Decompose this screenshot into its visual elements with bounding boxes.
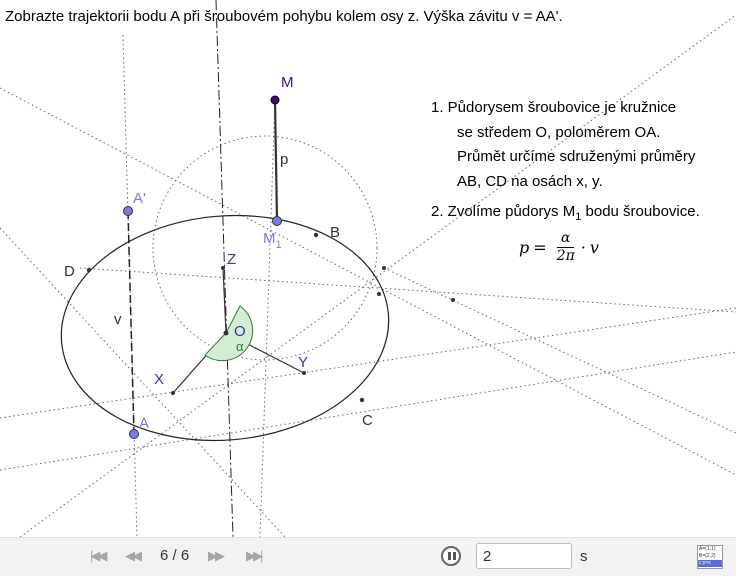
construction-line-1 — [0, 228, 285, 537]
label-v: v — [114, 311, 122, 328]
construction-line-5 — [384, 268, 736, 433]
construction-notes — [431, 96, 700, 230]
label-X: X — [154, 371, 165, 388]
label-Z: Z — [227, 251, 237, 268]
navigation-toolbar — [0, 537, 736, 576]
formula-rhs: v — [589, 238, 599, 257]
point-Z[interactable] — [221, 266, 225, 270]
construction-line-7 — [260, 100, 275, 537]
axis-x-line — [0, 308, 736, 418]
point-A-prime[interactable] — [124, 207, 133, 216]
formula-p: p = $\frac{\alpha}{2\pi}$ · v — [519, 230, 599, 264]
note-step1-line3: Průmět určíme sdruženými průměry — [457, 148, 696, 165]
label-O: O — [234, 323, 246, 340]
skip-to-start-icon[interactable]: |◀◀ — [90, 548, 105, 563]
algebra-view-icon[interactable]: A=(1,1) B=(2,2) c:y=x — [697, 545, 723, 569]
point-O[interactable] — [224, 331, 229, 336]
label-M: M — [281, 74, 294, 91]
aux-point-1 — [382, 266, 386, 270]
step-forward-icon[interactable]: ▶▶ — [208, 548, 222, 563]
note-step1-line2: se středem O, poloměrem OA. — [457, 123, 661, 141]
label-D: D — [64, 263, 75, 280]
label-A: A — [139, 415, 150, 432]
label-C: C — [362, 412, 373, 429]
aux-point-2 — [377, 292, 381, 296]
label-alpha: α — [236, 339, 244, 354]
label-Y: Y — [298, 354, 309, 371]
point-B[interactable] — [314, 233, 318, 237]
formula-lhs: p — [519, 238, 530, 257]
construction-line-2 — [0, 352, 736, 470]
pause-button[interactable] — [441, 546, 461, 566]
speed-input[interactable] — [476, 543, 572, 569]
step-counter: 6 / 6 — [160, 547, 190, 564]
construction-line-4 — [20, 15, 736, 537]
note-step1-line4: AB, CD na osách x, y. — [457, 172, 603, 190]
point-C[interactable] — [360, 398, 364, 402]
dotted-circle — [153, 136, 377, 360]
point-M[interactable] — [271, 96, 279, 104]
formula-fraction: $\frac{\alpha}{2\pi}$ — [556, 230, 575, 264]
label-p: p — [280, 151, 289, 168]
point-D[interactable] — [87, 268, 91, 272]
skip-to-end-icon[interactable]: ▶▶| — [246, 548, 261, 563]
point-X[interactable] — [171, 391, 175, 395]
step-back-icon[interactable]: ◀◀ — [125, 548, 139, 563]
segment-p — [275, 100, 277, 221]
note-step1-line1: 1. Půdorysem šroubovice je kružnice — [431, 99, 677, 116]
label-M1: $M_1$ — [263, 230, 282, 251]
note-step2: 2. Zvolíme půdorys $M_1$ bodu šroubovice. — [431, 203, 700, 223]
construction-line-3 — [80, 268, 736, 312]
label-A-prime: A' — [133, 190, 146, 207]
label-B: B — [330, 224, 341, 241]
point-Y[interactable] — [302, 371, 306, 375]
point-A[interactable] — [130, 430, 139, 439]
point-M1[interactable] — [273, 217, 282, 226]
ground-ellipse — [52, 202, 398, 454]
task-text: Zobrazte trajektorii bodu A při šroubovém pohybu kolem osy z. Výška závitu v = AA'. — [5, 8, 563, 25]
aux-point-3 — [451, 298, 455, 302]
speed-unit: s — [580, 548, 588, 565]
